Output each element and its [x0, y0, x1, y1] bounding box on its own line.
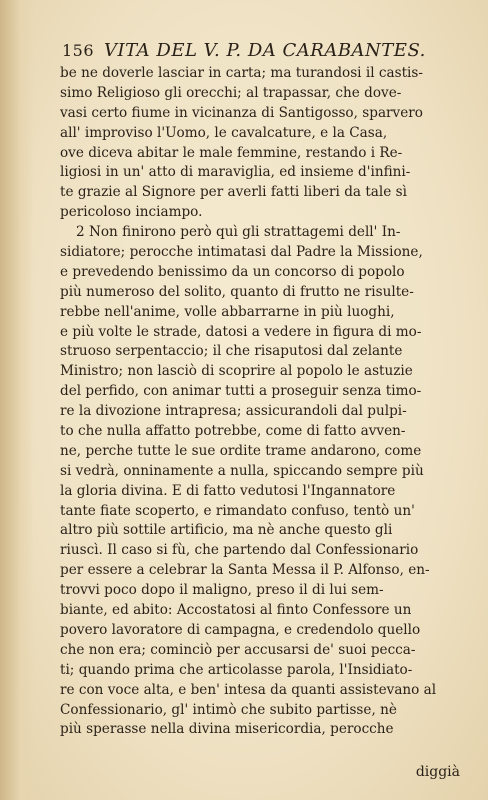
catchword: diggià	[415, 764, 460, 780]
page-header	[62, 40, 482, 61]
text-line: si vedrà, onninamente a nulla, spiccando sempre più	[60, 462, 424, 479]
text-line: te grazie al Signore per averli fatti liberi da tale sì	[60, 184, 407, 201]
text-line: re la divozione intrapresa; assicurandoli dal pulpi-	[60, 403, 407, 420]
text-line: e prevedendo benissimo da un concorso di popolo	[60, 263, 405, 280]
text-line: all' improviso l'Uomo, le cavalcature, e la Casa,	[60, 124, 388, 141]
text-line: tante fiate scoperto, e rimandato confuso, tentò un'	[60, 502, 415, 519]
text-line: biante, ed abito: Accostatosi al finto Confessore un	[60, 602, 412, 619]
text-line: Ministro; non lasciò di scoprire al popolo le astuzie	[60, 363, 413, 380]
text-line: ove diceva abitar le male femmine, restando i Re-	[60, 144, 403, 161]
text-line: riuscì. Il caso si fù, che partendo dal Confessionario	[60, 542, 419, 559]
text-line: del perfido, con animar tutti a proseguir senza timo-	[60, 383, 422, 400]
text-line: ti; quando prima che articolasse parola, l'Insidiato-	[60, 661, 413, 678]
text-line: struoso serpentaccio; il che risaputosi dal zelante	[60, 343, 403, 360]
body-text	[60, 64, 484, 740]
text-line: altro più sottile artificio, ma nè anche questo gli	[60, 522, 393, 539]
text-line: be ne doverle lasciar in carta; ma turandosi il castis-	[60, 65, 423, 81]
running-title: VITA DEL V. P. DA CARABANTES.	[104, 40, 426, 61]
text-line: che non era; cominciò per accusarsi de' suoi pecca-	[60, 641, 416, 658]
text-line: to che nulla affatto potrebbe, come di fatto avven-	[60, 423, 406, 440]
text-line: per essere a celebrar la Santa Messa il P. Alfonso, en-	[60, 562, 430, 579]
text-line: la gloria divina. E di fatto vedutosi l'Ingannatore	[60, 482, 396, 499]
text-line: pericoloso inciampo.	[60, 204, 203, 221]
text-line: più numeroso del solito, quanto di frutto ne risulte-	[60, 283, 414, 300]
text-line: rebbe nell'anime, volle abbarrarne in più luoghi,	[60, 303, 395, 320]
text-line: 2 Non finirono però quì gli strattagemi dell' In-	[76, 224, 401, 241]
text-line: e più volte le strade, datosi a vedere in figura di mo-	[60, 323, 422, 340]
text-line: povero lavoratore di campagna, e credendolo quello	[60, 621, 421, 638]
page-gutter-shadow	[0, 0, 34, 800]
text-line: vasi certo fiume in vicinanza di Santigosso, sparvero	[60, 104, 423, 121]
text-line: ne, perche tutte le sue ordite trame andarono, come	[60, 442, 422, 459]
text-line: sidiatore; perocche intimatasi dal Padre la Missione,	[60, 244, 423, 261]
text-line: ligiosi in un' atto di maraviglia, ed insieme d'infini-	[60, 164, 411, 181]
text-line: re con voce alta, e ben' intesa da quanti assistevano al	[60, 681, 437, 698]
text-line: trovvi poco dopo il maligno, preso il di lui sem-	[60, 582, 384, 599]
page-number: 156	[62, 41, 95, 60]
text-line: più sperasse nella divina misericordia, perocche	[60, 721, 394, 738]
text-line: Confessionario, gl' intimò che subito partisse, nè	[60, 701, 397, 718]
text-line: simo Religioso gli orecchi; al trapassar, che dove-	[60, 84, 402, 101]
